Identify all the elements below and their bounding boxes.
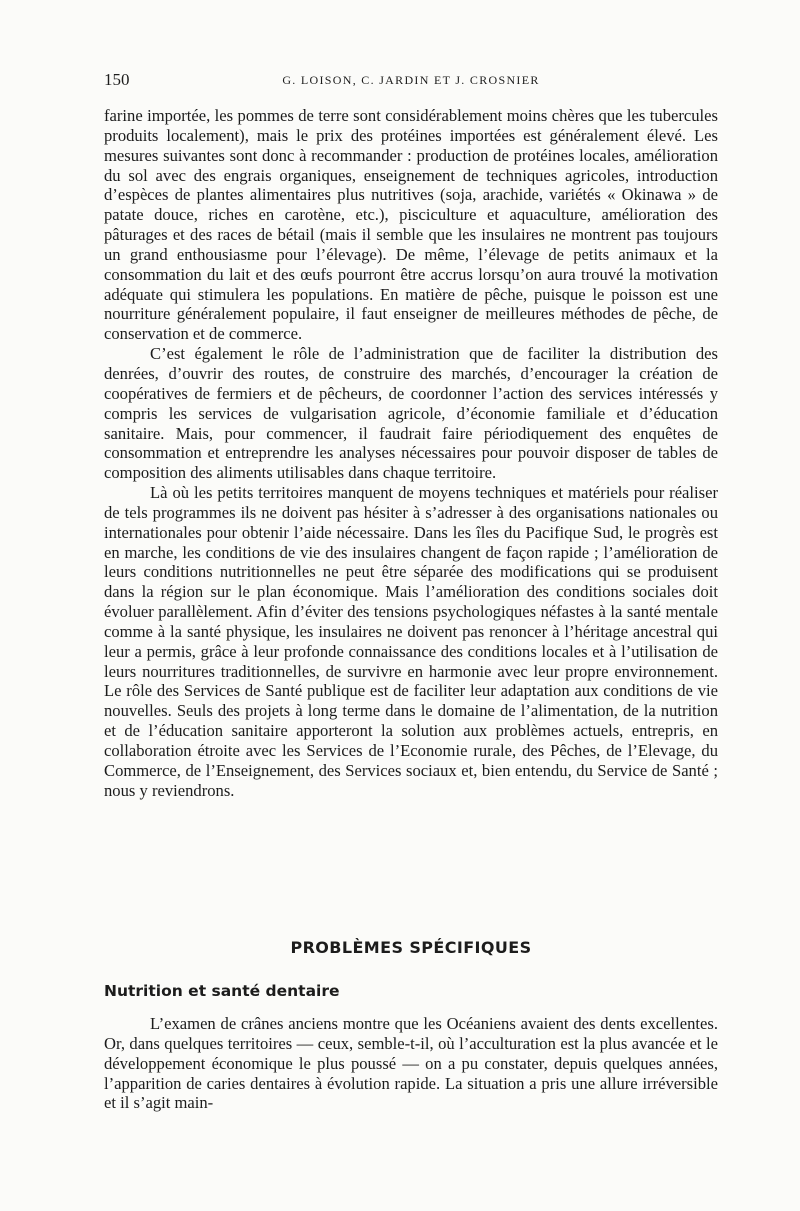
paragraph: farine importée, les pommes de terre sont considérablement moins chères que les tubercules produits localement), mais le prix des protéines importées est généralement élevé. Les mesures suivantes sont donc à recommander : production de protéines locales, amélioration du sol avec des engrais organiques, enseignement de techniques agricoles, introduction d’espèces de plantes alimentaires plus nutritives (soja, arachide, variétés « Okinawa » de patate douce, riches en carotène, etc.), pisciculture et aquaculture, amélioration des pâturages et des races de bétail (mais il semble que les insulaires ne montrent pas toujours un grand enthousiasme pour l’élevage). De même, l’élevage de petits animaux et la consommation du lait et des œufs pourront être accrus lorsqu’on aura trouvé la motivation adéquate qui stimulera les populations. En matière de pêche, puisque le poisson est une nourriture généralement populaire, il faut enseigner de meilleures méthodes de pêche, de conservation et de commerce. bbox=[104, 106, 718, 344]
section-title: PROBLÈMES SPÉCIFIQUES bbox=[290, 938, 532, 957]
paragraph: L’examen de crânes anciens montre que les Océaniens avaient des dents excellentes. Or, dans quelques territoires — ceux, semble-t-il, où l’acculturation est la plus avancée et le développement économique le plus poussé — on a pu constater, depuis quelques années, l’apparition de caries dentaires à évolution rapide. La situation a pris une allure irréversible et il s’agit main- bbox=[104, 1014, 718, 1113]
running-head: G. LOISON, C. JARDIN ET J. CROSNIER bbox=[282, 73, 540, 87]
page-number: 150 bbox=[104, 70, 130, 89]
paragraph: C’est également le rôle de l’administration que de faciliter la distribution des denrées, d’ouvrir des routes, de construire des marchés, d’encourager la création de coopératives de fermiers et de pêcheurs, de coordonner l’action des services intéressés y compris les services de vulgarisation agricole, d’économie familiale et d’éducation sanitaire. Mais, pour commencer, il faudrait faire périodiquement des enquêtes de consommation et entreprendre les analyses nécessaires pour pouvoir disposer de tables de composition des aliments utilisables dans chaque territoire. bbox=[104, 344, 718, 483]
body-text bbox=[104, 106, 718, 801]
paragraph: Là où les petits territoires manquent de moyens techniques et matériels pour réaliser de tels programmes ils ne doivent pas hésiter à s’adresser à des organisations nationales ou internationales pour obtenir l’aide nécessaire. Dans les îles du Pacifique Sud, le progrès est en marche, les conditions de vie des insulaires changent de façon rapide ; l’amélioration de leurs conditions nutritionnelles ne peut être séparée des modifications qui se produisent dans la région sur le plan économique. Mais l’amélioration des conditions sociales doit évoluer parallèlement. Afin d’éviter des tensions psychologiques néfastes à la santé mentale comme à la santé physique, les insulaires ne doivent pas renoncer à l’héritage ancestral qui leur a permis, grâce à leur profonde connaissance des conditions locales et à l’utilisation de leurs nourritures traditionnelles, de survivre en harmonie avec leur propre environnement. Le rôle des Services de Santé publique est de faciliter leur adaptation aux conditions de vie nouvelles. Seuls des projets à long terme dans le domaine de l’alimentation, de la nutrition et de l’éducation sanitaire apporteront la solution aux problèmes actuels, entrepris, en collaboration étroite avec les Services de l’Economie rurale, des Pêches, de l’Elevage, du Commerce, de l’Enseignement, des Services sociaux et, bien entendu, du Service de Santé ; nous y reviendrons. bbox=[104, 483, 718, 800]
page-header bbox=[104, 70, 718, 94]
subsection-title: Nutrition et santé dentaire bbox=[104, 982, 340, 1000]
section-text bbox=[104, 1014, 718, 1113]
